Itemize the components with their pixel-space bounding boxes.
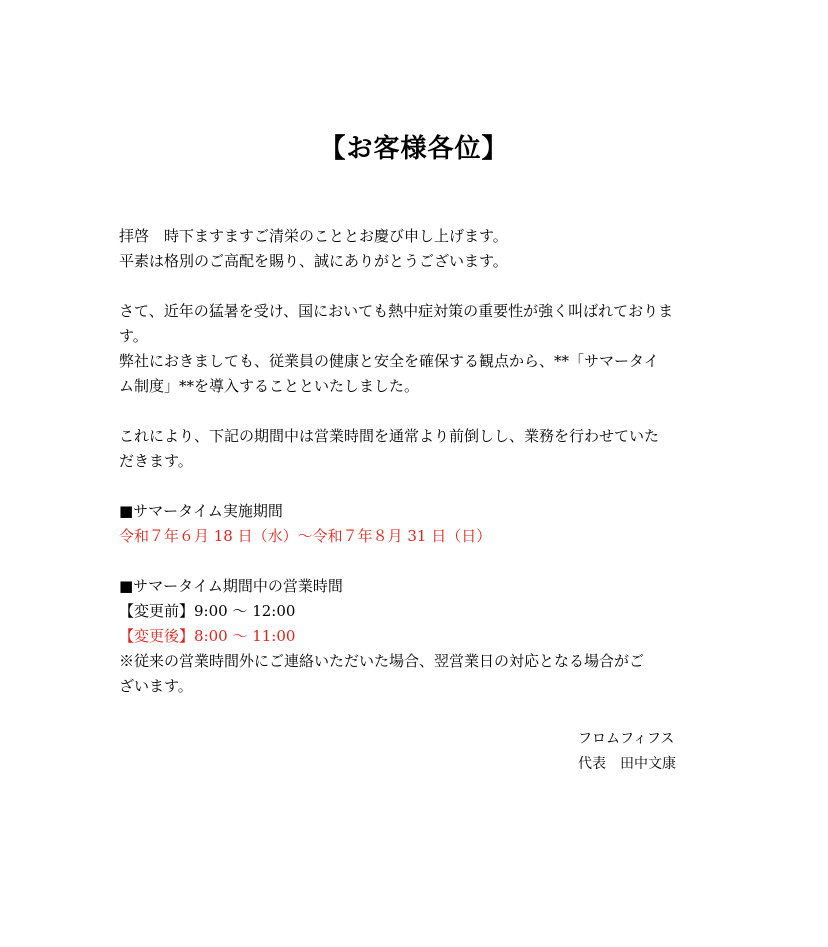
document-title: 【お客様各位】 xyxy=(319,134,509,164)
spacer xyxy=(119,399,719,424)
hours-after: 【変更後】8:00 ～ 11:00 xyxy=(119,627,296,645)
hours-note-line: ※従来の営業時間外にご連絡いただいた場合、翌営業日の対応となる場合がご xyxy=(119,652,645,670)
hours-note-line: ざいます。 xyxy=(119,677,193,695)
announcement-line: 弊社におきましても、従業員の健康と安全を確保する観点から、**「サマータイ xyxy=(119,352,659,370)
signature-representative: 代表 田中文康 xyxy=(578,756,676,772)
announcement-line: さて、近年の猛暑を受け、国においても熱中症対策の重要性が強く叫ばれておりま xyxy=(119,302,674,320)
spacer xyxy=(119,474,719,499)
effect-line: これにより、下記の期間中は営業時間を通常より前倒しし、業務を行わせていた xyxy=(119,427,660,445)
period-heading: ■サマータイム実施期間 xyxy=(119,502,283,520)
announcement-line: ム制度」**を導入することといたしました。 xyxy=(119,377,420,395)
effect-line: だきます。 xyxy=(119,452,193,470)
greeting-line: 拝啓 時下ますますご清栄のこととお慶び申し上げます。 xyxy=(119,227,508,245)
spacer xyxy=(119,549,719,574)
hours-heading: ■サマータイム期間中の営業時間 xyxy=(119,577,343,595)
hours-before: 【変更前】9:00 ～ 12:00 xyxy=(119,602,296,620)
spacer xyxy=(119,274,719,299)
signature-company: フロムフィフス xyxy=(578,731,675,747)
greeting-line: 平素は格別のご高配を賜り、誠にありがとうございます。 xyxy=(119,252,508,270)
document-body xyxy=(119,224,719,699)
signature-block xyxy=(578,727,676,777)
period-dates: 令和７年６月 18 日（水）〜令和７年８月 31 日（日） xyxy=(119,527,492,545)
announcement-line: す。 xyxy=(119,327,148,345)
